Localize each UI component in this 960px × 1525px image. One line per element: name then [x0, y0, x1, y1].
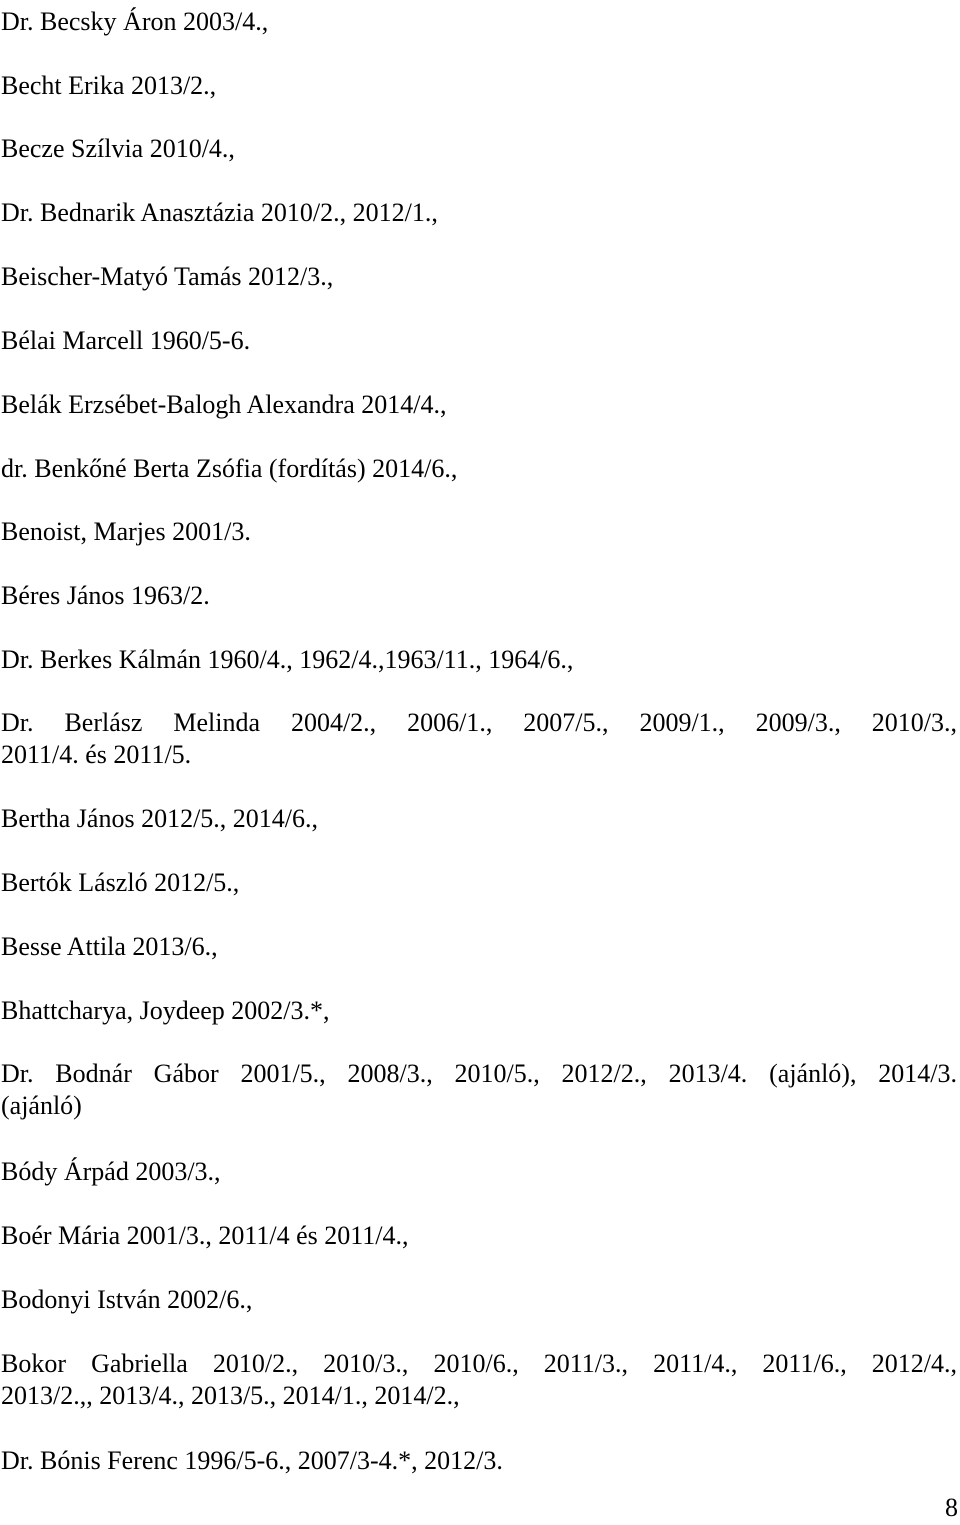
- entry-text: dr. Benkőné Berta Zsófia (fordítás) 2014/6.,: [1, 454, 458, 483]
- index-entry: [1, 1220, 959, 1252]
- index-entry: [1, 1284, 959, 1316]
- index-entry: [1, 325, 959, 357]
- entry-text: Belák Erzsébet-Balogh Alexandra 2014/4.,: [1, 390, 447, 419]
- index-entry: [1, 261, 959, 293]
- index-entry: [1, 453, 959, 485]
- index-entry: [1, 867, 959, 899]
- entry-text: Besse Attila 2013/6.,: [1, 932, 218, 961]
- entry-text: Bertha János 2012/5., 2014/6.,: [1, 804, 319, 833]
- page-number: 8: [945, 1493, 958, 1522]
- index-entry: [1, 197, 959, 229]
- entry-text: Benoist, Marjes 2001/3.: [1, 517, 251, 546]
- entry-text: Dr. Becsky Áron 2003/4.,: [1, 7, 269, 36]
- index-entry: [1, 1058, 959, 1122]
- entry-text: Bodonyi István 2002/6.,: [1, 1285, 253, 1314]
- index-entry: [1, 707, 959, 771]
- index-entry: [1, 6, 959, 38]
- index-entry: [1, 1156, 959, 1188]
- entry-text: Dr. Bodnár Gábor 2001/5., 2008/3., 2010/5., 2012/2., 2013/4. (ajánló), 2014/3.: [1, 1059, 957, 1088]
- index-entry: [1, 931, 959, 963]
- entry-text: Dr. Bónis Ferenc 1996/5-6., 2007/3-4.*, 2012/3.: [1, 1446, 503, 1475]
- entry-text: Bertók László 2012/5.,: [1, 868, 240, 897]
- index-entry: [1, 1348, 959, 1412]
- entry-text: Beischer-Matyó Tamás 2012/3.,: [1, 262, 334, 291]
- entry-text: Béres János 1963/2.: [1, 581, 210, 610]
- index-entry: [1, 803, 959, 835]
- entry-text: Dr. Bednarik Anasztázia 2010/2., 2012/1.,: [1, 198, 438, 227]
- entry-text: Becht Erika 2013/2.,: [1, 71, 217, 100]
- entry-text: Bhattcharya, Joydeep 2002/3.*,: [1, 996, 330, 1025]
- index-entry: [1, 516, 959, 548]
- entry-text: Dr. Berkes Kálmán 1960/4., 1962/4.,1963/11., 1964/6.,: [1, 645, 574, 674]
- index-entry: [1, 644, 959, 676]
- index-entry: [1, 389, 959, 421]
- index-entry: [1, 70, 959, 102]
- entry-text-continued: (ajánló): [1, 1091, 82, 1120]
- entry-text: Dr. Berlász Melinda 2004/2., 2006/1., 2007/5., 2009/1., 2009/3., 2010/3.,: [1, 708, 957, 737]
- index-entry: [1, 133, 959, 165]
- entry-text: Bódy Árpád 2003/3.,: [1, 1157, 221, 1186]
- index-entry: [1, 580, 959, 612]
- entry-text: Bélai Marcell 1960/5-6.: [1, 326, 251, 355]
- index-entry: [1, 995, 959, 1027]
- entry-text: Becze Szílvia 2010/4.,: [1, 134, 235, 163]
- entry-text-continued: 2013/2.,, 2013/4., 2013/5., 2014/1., 2014/2.,: [1, 1381, 460, 1410]
- index-entry: [1, 1445, 959, 1477]
- entry-text: Boér Mária 2001/3., 2011/4 és 2011/4.,: [1, 1221, 409, 1250]
- entry-text-continued: 2011/4. és 2011/5.: [1, 740, 192, 769]
- entry-text: Bokor Gabriella 2010/2., 2010/3., 2010/6., 2011/3., 2011/4., 2011/6., 2012/4.,: [1, 1349, 957, 1378]
